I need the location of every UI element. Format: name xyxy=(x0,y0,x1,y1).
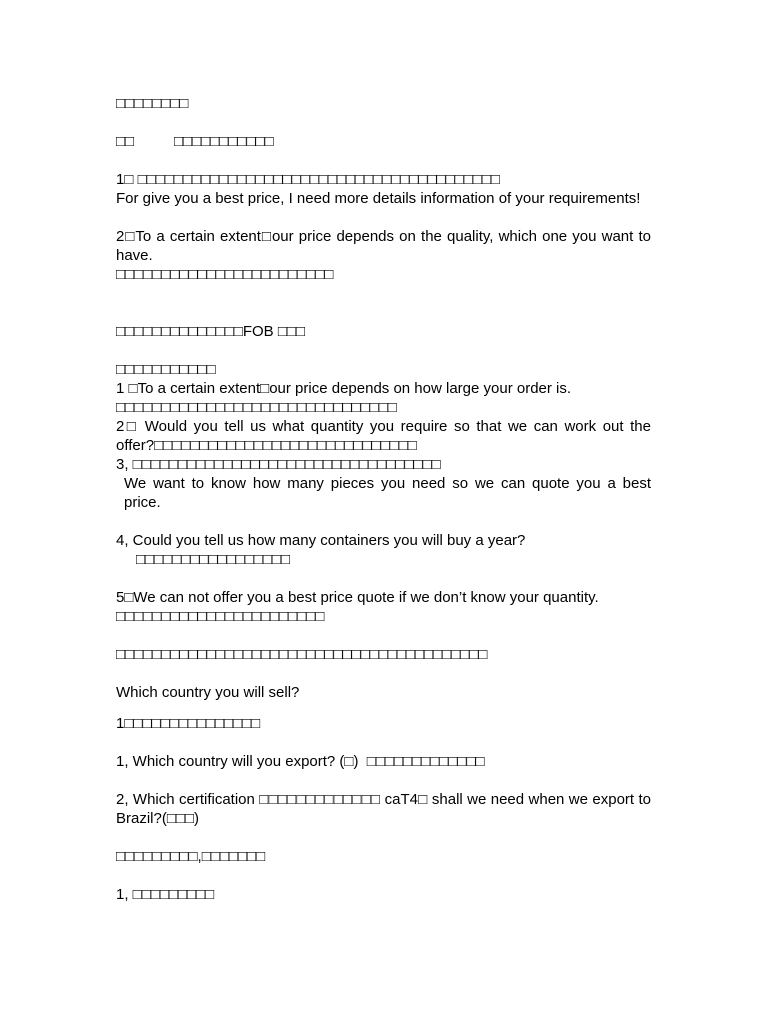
section2-heading: □□□□□□□□□□□□□□FOB □□□ xyxy=(116,323,306,340)
section3-heading: □□□□□□□□□□□□□□□□□□□□□□□□□□□□□□□□□□□□□□□□□ xyxy=(116,646,488,663)
section2-subheading: □□□□□□□□□□□ xyxy=(116,361,216,378)
section1-item1-zh: 1□ □□□□□□□□□□□□□□□□□□□□□□□□□□□□□□□□□□□□□□□□ xyxy=(116,171,500,188)
section1-item2-en: 2□To a certain extent□our price depends on the quality, which one you want to have. xyxy=(116,228,656,264)
document-page xyxy=(116,94,656,904)
section1-item2-zh: □□□□□□□□□□□□□□□□□□□□□□□□ xyxy=(116,266,334,283)
document-title: □□□□□□□□ xyxy=(116,95,189,112)
section2-item5-zh: □□□□□□□□□□□□□□□□□□□□□□□ xyxy=(116,608,325,625)
section2-item2-en: 2□ Would you tell us what quantity you require so that we can work out the offer?□□□□□□□□□□□□□□□□□□□□□□□□□□□□□ xyxy=(116,418,656,454)
section1-label: □□ xyxy=(116,133,135,150)
section3-item1-en: 1, Which country will you export? (□) □□□□□□□□□□□□□ xyxy=(116,753,485,770)
section3-subheading: 1□□□□□□□□□□□□□□□ xyxy=(116,715,261,732)
section2-item3-en: We want to know how many pieces you need so we can quote you a best price. xyxy=(124,475,656,511)
section2-item4-en: 4, Could you tell us how many containers you will buy a year? xyxy=(116,532,526,549)
section2-item5-en: 5□We can not offer you a best price quote if we don’t know your quantity. xyxy=(116,589,599,606)
section3-question: Which country you will sell? xyxy=(116,684,300,701)
section4-heading: □□□□□□□□□,□□□□□□□ xyxy=(116,848,266,865)
section2-item1-en: 1 □To a certain extent□our price depends on how large your order is. xyxy=(116,380,572,397)
section4-item1-zh: 1, □□□□□□□□□ xyxy=(116,886,215,903)
section1-heading: □□□□□□□□□□□ xyxy=(174,133,274,150)
section2-item1-zh: □□□□□□□□□□□□□□□□□□□□□□□□□□□□□□□ xyxy=(116,399,397,416)
section2-item3-zh: 3, □□□□□□□□□□□□□□□□□□□□□□□□□□□□□□□□□□ xyxy=(116,456,441,473)
section1-header xyxy=(116,132,651,151)
section1-item1-en: For give you a best price, I need more details information of your requirements! xyxy=(116,190,641,207)
section3-item2-en: 2, Which certification □□□□□□□□□□□□□ caT4□ shall we need when we export to Brazil?(□□□) xyxy=(116,791,656,827)
section2-item4-zh: □□□□□□□□□□□□□□□□□ xyxy=(136,551,291,568)
